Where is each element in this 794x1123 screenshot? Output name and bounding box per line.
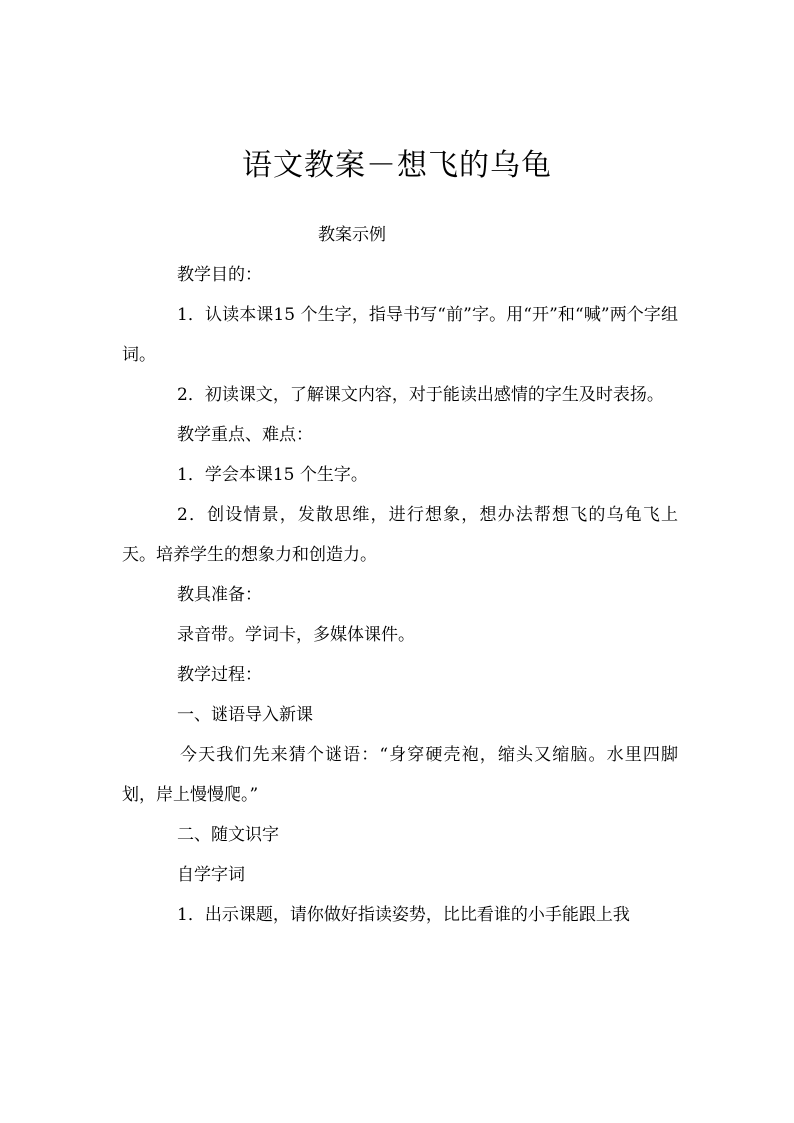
goal-item-1: 1．认读本课15 个生字，指导书写“前”字。用“开”和“喊”两个字组词。 (122, 305, 678, 365)
key-points-heading: 教学重点、难点： (177, 425, 313, 445)
document-title: 语文教案－想飞的乌龟 (242, 148, 552, 183)
key-point-2: 2．创设情景，发散思维，进行想象，想办法帮想飞的乌龟飞上天。培养学生的想象力和创造力。 (122, 505, 678, 565)
part-1-heading: 一、谜语导入新课 (177, 705, 313, 725)
riddle-text: 今天我们先来猜个谜语：“身穿硬壳袍，缩头又缩脑。水里四脚划，岸上慢慢爬。” (122, 745, 678, 805)
tools-heading: 教具准备： (177, 585, 262, 605)
step-1-text: 1．出示课题，请你做好指读姿势，比比看谁的小手能跟上我 (177, 905, 630, 925)
document-body (122, 215, 678, 935)
process-heading: 教学过程： (177, 665, 262, 685)
self-study-heading: 自学字词 (177, 865, 245, 885)
goal-heading: 教学目的： (177, 265, 262, 285)
subtitle: 教案示例 (318, 225, 386, 245)
key-point-1: 1．学会本课15 个生字。 (177, 465, 368, 485)
part-2-heading: 二、随文识字 (177, 825, 279, 845)
tools-text: 录音带。学词卡，多媒体课件。 (177, 625, 415, 645)
goal-item-2: 2．初读课文，了解课文内容，对于能读出感情的字生及时表扬。 (177, 385, 664, 405)
